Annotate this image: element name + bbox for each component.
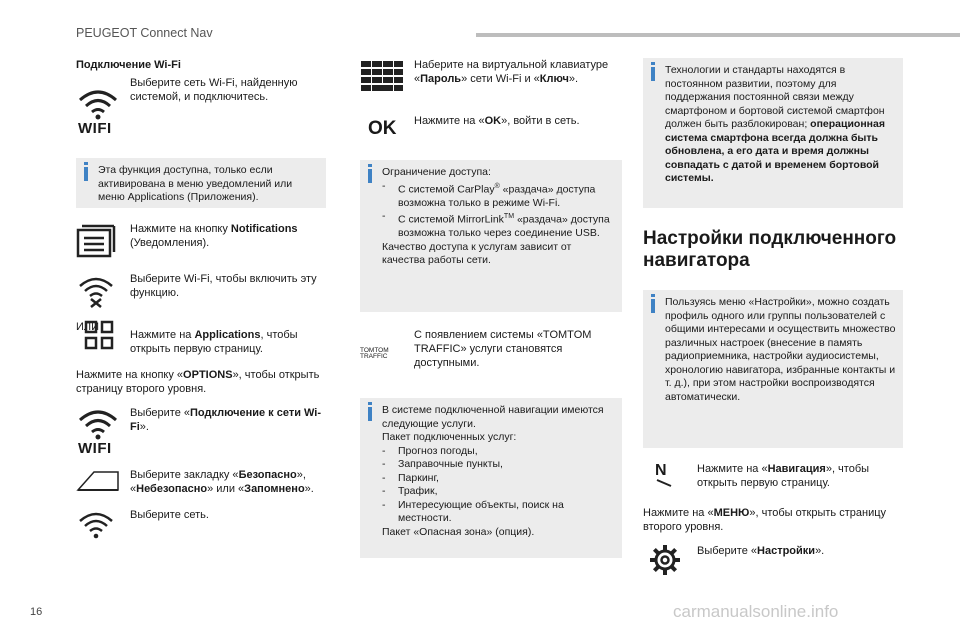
- step-select-network: [76, 74, 326, 142]
- tab-mid-2: » или «: [207, 483, 245, 495]
- page-number: 16: [30, 606, 43, 618]
- wifi-enable-text: Выберите Wi-Fi, чтобы включить эту функцию.: [130, 273, 317, 299]
- column-1: [76, 58, 326, 544]
- info-icon: [651, 299, 655, 313]
- page-header: [0, 0, 960, 50]
- nav-post: », чтобы открыть первую страницу.: [697, 463, 870, 489]
- wifi-conn-post: ».: [139, 421, 149, 433]
- info-box-4: [643, 58, 903, 208]
- info-box-2-item-1: - С системой CarPlay® «раздача» доступа возможна только в режиме Wi-Fi.: [382, 180, 616, 211]
- kbd-bold-1: Пароль: [420, 73, 462, 85]
- tab-pre: Выберите закладку «: [130, 469, 239, 481]
- header-title: PEUGEOT Connect Nav: [76, 26, 213, 40]
- notif-post: (Уведомления).: [130, 237, 210, 249]
- info-box-4-bold: операционная система смартфона всегда должна быть обновлена, а его дата и время должны совпадать с датой и временем бортовой системы.: [665, 118, 885, 184]
- kbd-post: ».: [568, 73, 579, 85]
- wifi-heading: Подключение Wi-Fi: [76, 59, 181, 71]
- header-rule: [476, 33, 960, 37]
- info-icon: [651, 67, 655, 81]
- step-navigation: [643, 462, 903, 506]
- info-box-5-text: Пользуясь меню «Настройки», можно создать профиль одного или группы пользователей с общими интересами и осуществить множество различных настроек (внесение в память радиоприемника, настройки аудиосистемы, хронологию навигатора, избранные контакты и т. д.), при этом настройки воспроизводятся автоматически.: [665, 296, 896, 403]
- tab-bold-2: Небезопасно: [136, 483, 208, 495]
- info-box-2-item-2: - С системой MirrorLink™ «раздача» доступа возможна только через соединение USB.: [382, 210, 616, 241]
- settings-pre: Выберите «: [697, 545, 758, 557]
- notif-bold: Notifications: [230, 223, 298, 235]
- step-tomtom: [360, 328, 622, 398]
- list-item: - Прогноз погоды,: [382, 445, 616, 459]
- step-select-network-text: Выберите сеть Wi-Fi, найденную системой, и подключитесь.: [130, 77, 298, 103]
- step-enable-wifi: [76, 272, 326, 320]
- info-box-3-intro: В системе подключенной навигации имеются следующие услуги.: [382, 404, 604, 430]
- nav-bold: Навигация: [767, 463, 826, 475]
- ok-post: », войти в сеть.: [501, 115, 580, 127]
- apps-bold: Applications: [194, 329, 261, 341]
- select-net-text: Выберите сеть.: [130, 509, 209, 521]
- tab-post: ».: [304, 483, 314, 495]
- ok-pre: Нажмите на «: [414, 115, 485, 127]
- tab-mid-1: », «: [130, 469, 306, 495]
- menu-post: », чтобы открыть страницу второго уровня.: [643, 507, 887, 533]
- step-notifications: [76, 222, 326, 272]
- info-box-2: [360, 160, 622, 312]
- info-box-1: [76, 158, 326, 208]
- options-bold: OPTIONS: [183, 369, 233, 381]
- step-select-net: [76, 508, 326, 544]
- info-box-1-text: Эта функция доступна, только если активирована в меню уведомлений или меню Applications (Приложения).: [98, 164, 293, 203]
- step-settings: [643, 544, 903, 580]
- info-box-4-text: Технологии и стандарты находятся в постоянном развитии, поэтому для поддержания постоянной связи между смартфоном и бортовой системой смартфон должен быть разблокирован;: [665, 64, 885, 130]
- navigation-icon: [655, 462, 673, 488]
- info-box-3: [360, 398, 622, 558]
- or-label: ИЛИ: [76, 321, 100, 333]
- step-ok: [360, 114, 622, 160]
- info-icon: [84, 167, 88, 181]
- column-3: [643, 58, 903, 580]
- apps-pre: Нажмите на: [130, 329, 195, 341]
- info-box-2-title: Ограничение доступа:: [382, 166, 491, 178]
- list-item: - Заправочные пункты,: [382, 458, 616, 472]
- kbd-mid: » сети Wi-Fi и «: [461, 73, 540, 85]
- wifi-icon-text: WIFI: [78, 120, 112, 137]
- nav-pre: Нажмите на «: [697, 463, 768, 475]
- notif-pre: Нажмите на кнопку: [130, 223, 231, 235]
- apps-post: , чтобы открыть первую страницу.: [130, 329, 298, 355]
- settings-bold: Настройки: [757, 545, 816, 557]
- options-pre: Нажмите на кнопку «: [76, 369, 184, 381]
- info-icon: [368, 169, 372, 183]
- applications-icon: [84, 320, 114, 350]
- section-heading: Настройки подключенного навигатора: [643, 228, 897, 271]
- wifi-icon-text: WIFI: [78, 440, 112, 457]
- info-box-2-tail: Качество доступа к услугам зависит от качества работы сети.: [382, 240, 572, 266]
- tomtom-logo: TOMTOM TRAFFIC: [360, 347, 389, 360]
- step-keyboard: [360, 58, 622, 104]
- gear-icon: [649, 544, 681, 576]
- list-item: - Трафик,: [382, 485, 616, 499]
- wifi-conn-pre: Выберите «: [130, 407, 191, 419]
- list-item: - Паркинг,: [382, 472, 616, 486]
- tab-bold-1: Безопасно: [238, 469, 297, 481]
- column-2: [360, 58, 622, 558]
- settings-post: ».: [815, 545, 825, 557]
- wifi-small-icon: [76, 510, 116, 542]
- step-select-tab: [76, 468, 326, 508]
- navigation-icon-text: N: [655, 462, 667, 479]
- list-item: - Интересующие объекты, поиск на местности.: [382, 499, 616, 526]
- options-post: », чтобы открыть страницу второго уровня.: [76, 369, 320, 395]
- info-icon: [368, 407, 372, 421]
- menu-text: [643, 506, 903, 544]
- info-box-5: [643, 290, 903, 448]
- tab-icon: [76, 470, 120, 492]
- keyboard-icon: [360, 60, 404, 92]
- watermark: carmanualsonline.info: [673, 602, 839, 621]
- step-wifi-connection: [76, 406, 326, 476]
- kbd-bold-2: Ключ: [539, 73, 569, 85]
- wifi-icon: [76, 406, 120, 456]
- kbd-pre: Наберите на виртуальной клавиатуре «: [414, 59, 609, 85]
- wifi-conn-bold: Подключение к сети Wi-Fi: [130, 407, 322, 433]
- info-box-3-pack: Пакет подключенных услуг:: [382, 431, 517, 443]
- step-applications: [76, 328, 326, 368]
- ok-bold: OK: [484, 115, 502, 127]
- wifi-off-icon: [76, 274, 116, 308]
- menu-bold: МЕНЮ: [713, 507, 750, 519]
- wifi-icon: [76, 86, 120, 136]
- info-box-3-tail: Пакет «Опасная зона» (опция).: [382, 525, 535, 538]
- menu-pre: Нажмите на «: [643, 507, 714, 519]
- tab-bold-3: Запомнено: [244, 483, 305, 495]
- ok-icon: OK: [368, 118, 397, 139]
- tomtom-text: С появлением системы «TOMTOM TRAFFIC» услуги становятся доступными.: [414, 329, 592, 369]
- notifications-icon: [76, 224, 116, 258]
